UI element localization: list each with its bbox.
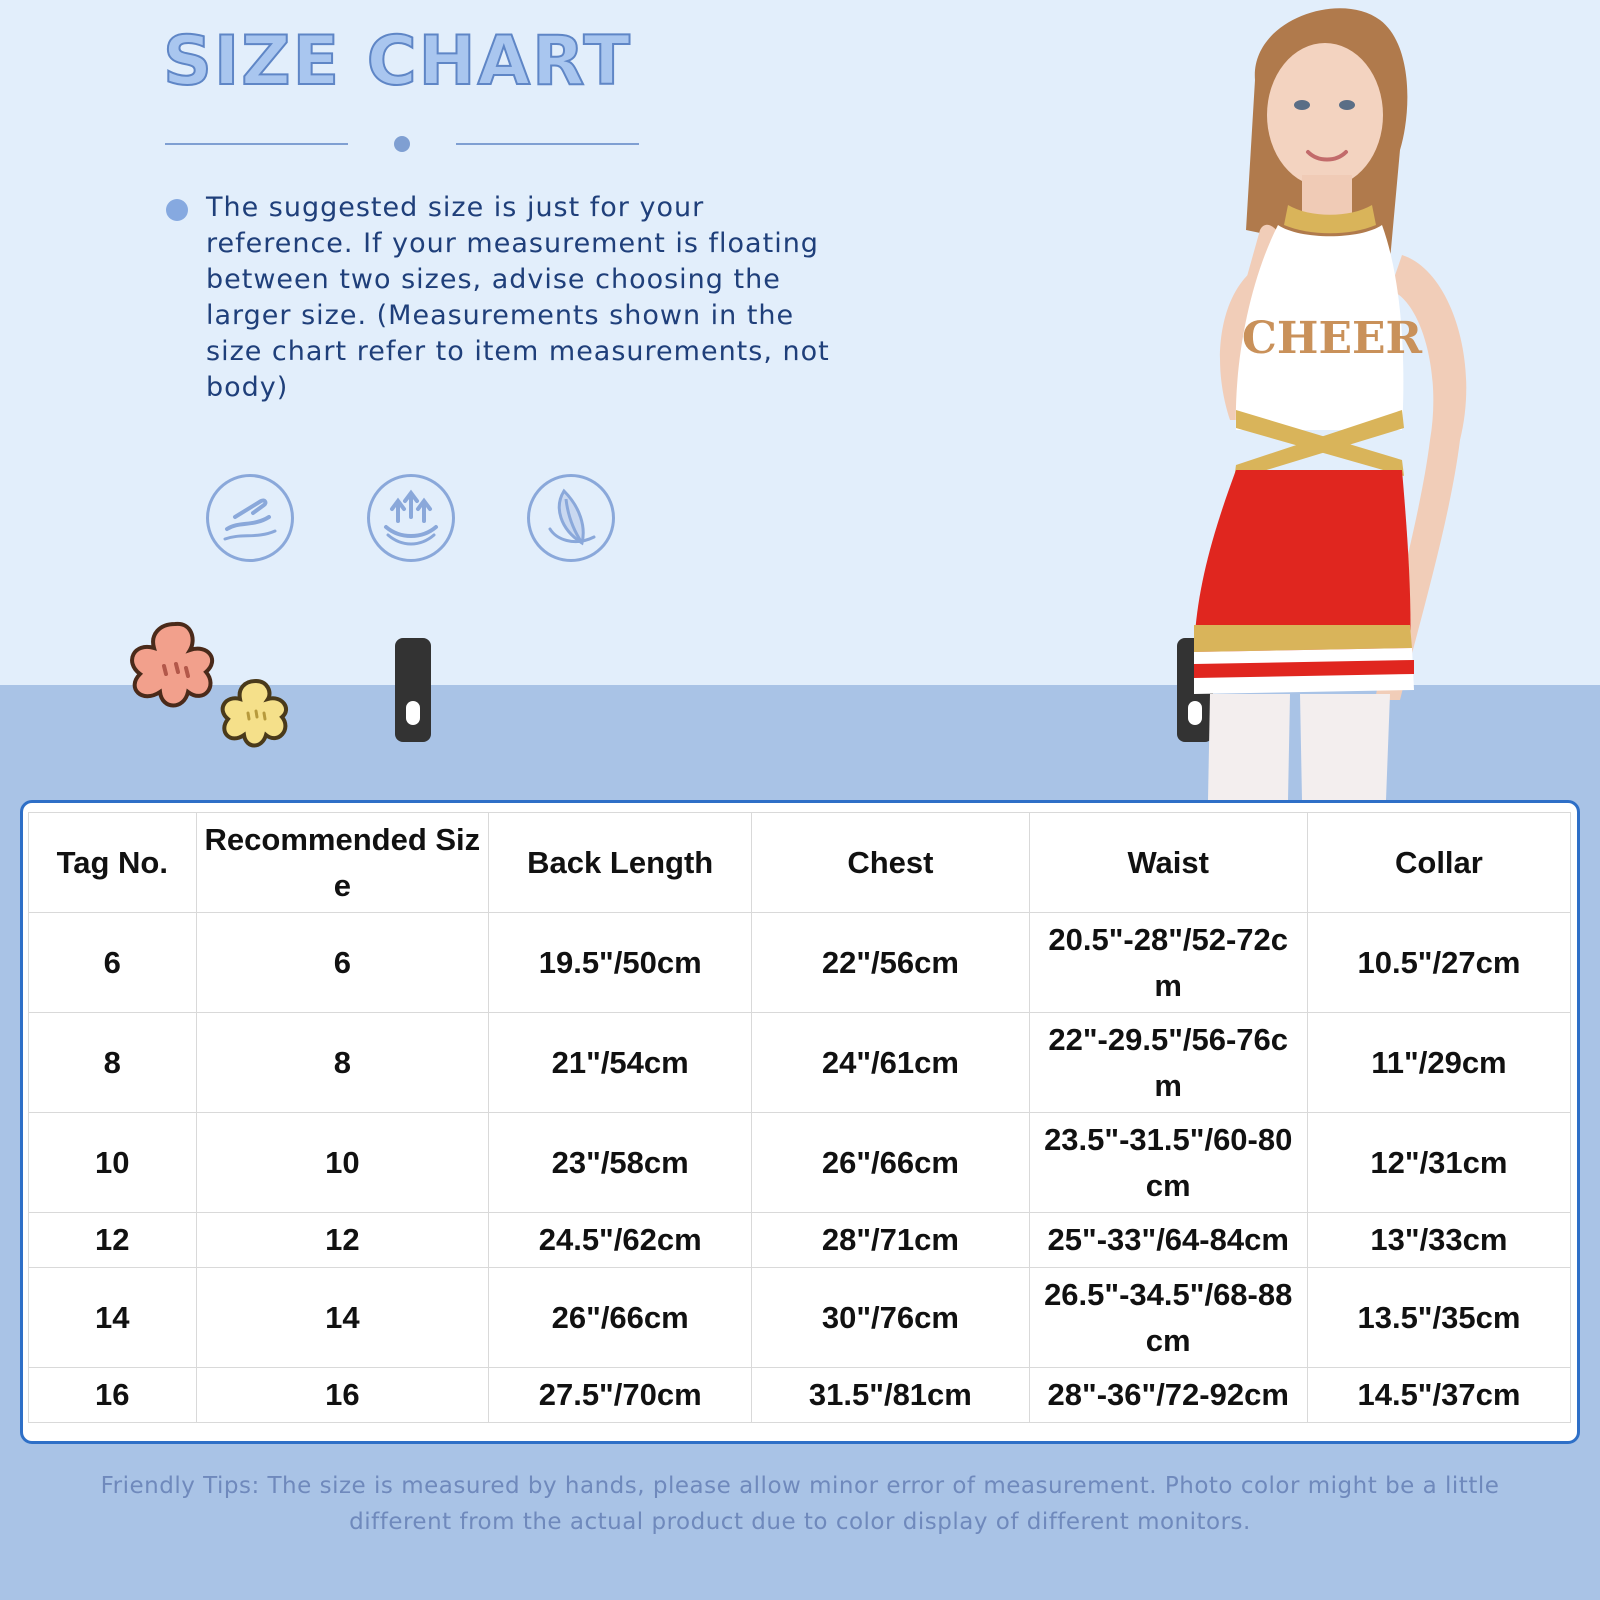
cell-chest: 30"/76cm <box>752 1268 1029 1368</box>
note-bullet <box>166 199 188 221</box>
friendly-tips: Friendly Tips: The size is measured by hands, please allow minor error of measurement. Photo color might be a little different from the actual product due to color display of different monitors. <box>100 1473 1500 1535</box>
cell-back-length: 26"/66cm <box>489 1268 752 1368</box>
cell-recommended-size: 14 <box>196 1268 489 1368</box>
table-row <box>29 1013 1571 1113</box>
cell-collar: 12"/31cm <box>1307 1113 1570 1213</box>
cell-tag-no: 6 <box>29 913 197 1013</box>
column-header-recommended-size: Recommended Size <box>196 813 489 913</box>
title-divider-right <box>456 143 639 145</box>
cell-chest: 24"/61cm <box>752 1013 1029 1113</box>
cell-back-length: 23"/58cm <box>489 1113 752 1213</box>
cell-tag-no: 8 <box>29 1013 197 1113</box>
table-row <box>29 1213 1571 1268</box>
breathable-arrows-icon <box>367 474 455 562</box>
cell-tag-no: 12 <box>29 1213 197 1268</box>
cell-chest: 31.5"/81cm <box>752 1368 1029 1423</box>
cell-waist: 25"-33"/64-84cm <box>1029 1213 1307 1268</box>
cell-recommended-size: 6 <box>196 913 489 1013</box>
model-photo <box>1150 0 1600 800</box>
cell-recommended-size: 16 <box>196 1368 489 1423</box>
table-header-row <box>29 813 1571 913</box>
table-row <box>29 1113 1571 1213</box>
title-divider-left <box>165 143 348 145</box>
cell-chest: 28"/71cm <box>752 1213 1029 1268</box>
cheer-print: CHEER <box>1241 313 1423 364</box>
cell-collar: 13.5"/35cm <box>1307 1268 1570 1368</box>
lightweight-feather-icon <box>527 474 615 562</box>
cell-recommended-size: 8 <box>196 1013 489 1113</box>
cell-waist: 28"-36"/72-92cm <box>1029 1368 1307 1423</box>
table-row <box>29 913 1571 1013</box>
size-table-container <box>20 800 1580 1444</box>
size-table <box>28 812 1571 1423</box>
cell-chest: 22"/56cm <box>752 913 1029 1013</box>
column-header-collar: Collar <box>1307 813 1570 913</box>
binder-clip-left <box>395 638 431 742</box>
cell-back-length: 24.5"/62cm <box>489 1213 752 1268</box>
cell-tag-no: 14 <box>29 1268 197 1368</box>
cell-tag-no: 10 <box>29 1113 197 1213</box>
cell-collar: 11"/29cm <box>1307 1013 1570 1113</box>
yellow-flower-icon <box>212 675 300 753</box>
soft-touch-hand-icon <box>206 474 294 562</box>
cell-back-length: 27.5"/70cm <box>489 1368 752 1423</box>
cell-collar: 13"/33cm <box>1307 1213 1570 1268</box>
column-header-chest: Chest <box>752 813 1029 913</box>
table-row <box>29 1268 1571 1368</box>
cell-back-length: 21"/54cm <box>489 1013 752 1113</box>
cell-waist: 26.5"-34.5"/68-88cm <box>1029 1268 1307 1368</box>
title-divider-dot <box>394 136 410 152</box>
cell-waist: 23.5"-31.5"/60-80cm <box>1029 1113 1307 1213</box>
cell-recommended-size: 12 <box>196 1213 489 1268</box>
page-title: SIZE CHART <box>163 22 632 101</box>
cell-chest: 26"/66cm <box>752 1113 1029 1213</box>
cell-back-length: 19.5"/50cm <box>489 913 752 1013</box>
cell-waist: 20.5"-28"/52-72cm <box>1029 913 1307 1013</box>
cell-recommended-size: 10 <box>196 1113 489 1213</box>
cell-collar: 14.5"/37cm <box>1307 1368 1570 1423</box>
cell-tag-no: 16 <box>29 1368 197 1423</box>
column-header-tag-no: Tag No. <box>29 813 197 913</box>
cell-collar: 10.5"/27cm <box>1307 913 1570 1013</box>
cell-waist: 22"-29.5"/56-76cm <box>1029 1013 1307 1113</box>
size-note: The suggested size is just for your reference. If your measurement is floating between two sizes, advise choosing the larger size. (Measurements shown in the size chart refer to item measurements, not body) <box>206 192 830 403</box>
column-header-back-length: Back Length <box>489 813 752 913</box>
column-header-waist: Waist <box>1029 813 1307 913</box>
table-row <box>29 1368 1571 1423</box>
